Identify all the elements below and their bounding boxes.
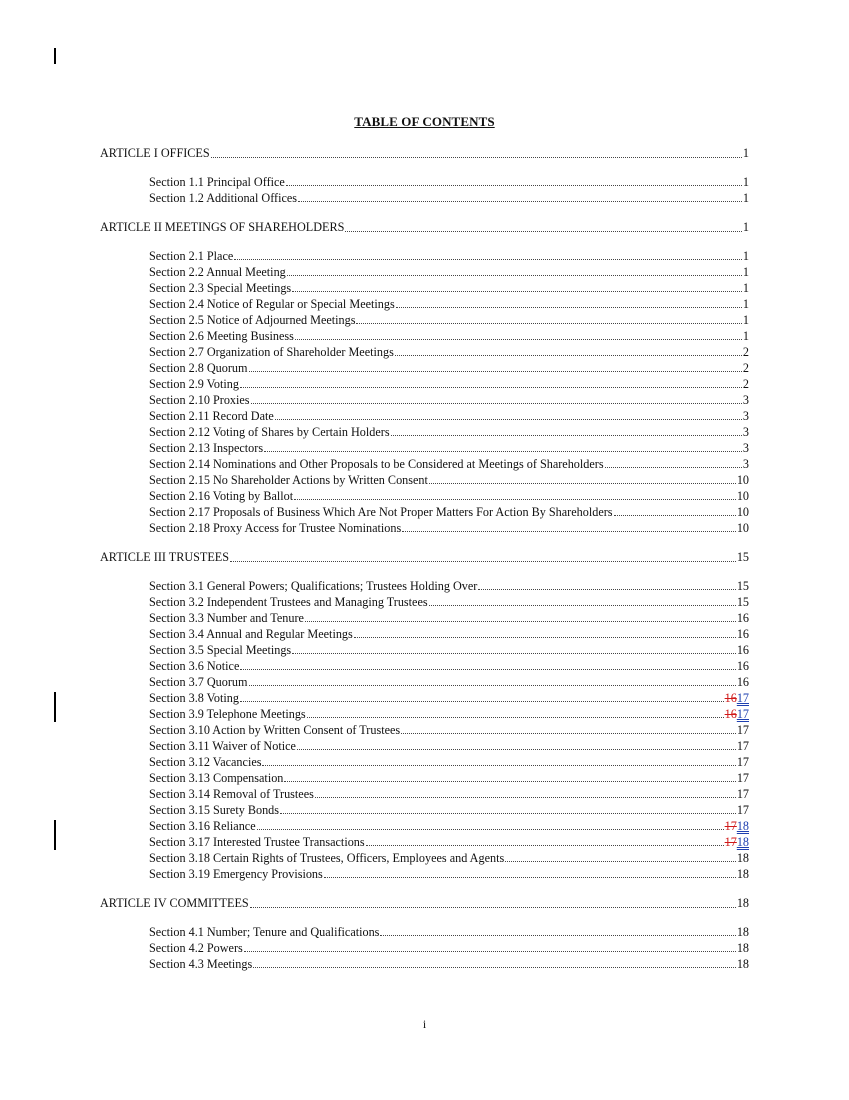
dot-leader [292, 291, 742, 292]
toc-section-entry[interactable] [100, 674, 749, 690]
dot-leader [244, 951, 736, 952]
page-reference: 15 [736, 550, 749, 564]
toc-section-entry-label: Section 2.4 Notice of Regular or Special Meetings [149, 297, 395, 311]
toc-section-entry[interactable] [100, 658, 749, 674]
dot-leader [262, 765, 735, 766]
dot-leader [401, 733, 736, 734]
inserted-page-number: 17 [736, 691, 749, 705]
toc-section-entry-label: Section 3.18 Certain Rights of Trustees, Officers, Employees and Agents [149, 851, 505, 865]
page-reference [725, 690, 749, 706]
dot-leader [251, 403, 742, 404]
toc-article-entry-label: ARTICLE II MEETINGS OF SHAREHOLDERS [100, 220, 345, 234]
toc-section-entry-label: Section 3.14 Removal of Trustees [149, 787, 314, 801]
dot-leader [287, 275, 742, 276]
toc-section-entry-label: Section 2.15 No Shareholder Actions by Written Consent [149, 473, 428, 487]
toc-section-entry-label: Section 2.16 Voting by Ballot [149, 489, 294, 503]
page-reference: 1 [742, 313, 749, 327]
toc-section-entry[interactable] [100, 770, 749, 786]
dot-leader [396, 307, 742, 308]
toc-section-entry[interactable] [100, 328, 749, 344]
toc-section-entry-label: Section 2.7 Organization of Shareholder Meetings [149, 345, 394, 359]
change-bar [54, 820, 56, 850]
toc-section-entry[interactable] [100, 392, 749, 408]
page-reference: 1 [742, 281, 749, 295]
toc-section-entry[interactable] [100, 174, 749, 190]
page-reference: 2 [742, 345, 749, 359]
toc-section-entry[interactable] [100, 610, 749, 626]
toc-section-entry[interactable] [100, 850, 749, 866]
dot-leader [280, 813, 736, 814]
page-reference: 1 [742, 146, 749, 160]
toc-section-entry[interactable] [100, 690, 749, 706]
toc-article-entry-label: ARTICLE III TRUSTEES [100, 550, 230, 564]
dot-leader [284, 781, 735, 782]
toc-section-entry-label: Section 2.10 Proxies [149, 393, 250, 407]
toc-section-entry[interactable] [100, 488, 749, 504]
dot-leader [294, 499, 736, 500]
toc-section-entry[interactable] [100, 264, 749, 280]
toc-section-entry[interactable] [100, 956, 749, 972]
dot-leader [307, 717, 724, 718]
dot-leader [211, 157, 742, 158]
toc-section-entry[interactable] [100, 424, 749, 440]
dot-leader [505, 861, 736, 862]
dot-leader [324, 877, 736, 878]
toc-section-entry[interactable] [100, 834, 749, 850]
toc-section-entry[interactable] [100, 866, 749, 882]
toc-section-entry-label: Section 3.10 Action by Written Consent of Trustees [149, 723, 401, 737]
toc-section-entry-label: Section 2.12 Voting of Shares by Certain Holders [149, 425, 390, 439]
toc-section-entry-label: Section 2.9 Voting [149, 377, 239, 391]
toc-section-entry-label: Section 3.8 Voting [149, 691, 239, 705]
page-reference: 10 [736, 521, 749, 535]
dot-leader [366, 845, 724, 846]
toc-section-entry-label: Section 3.9 Telephone Meetings [149, 707, 306, 721]
dot-leader [295, 339, 742, 340]
toc-section-entry[interactable] [100, 408, 749, 424]
page-reference: 17 [736, 787, 749, 801]
toc-section-entry[interactable] [100, 706, 749, 722]
toc-section-entry[interactable] [100, 754, 749, 770]
toc-section-entry-label: Section 3.17 Interested Trustee Transactions [149, 835, 365, 849]
page-reference: 10 [736, 505, 749, 519]
toc-section-entry[interactable] [100, 456, 749, 472]
toc-section-entry[interactable] [100, 924, 749, 940]
toc-section-entry-label: Section 2.14 Nominations and Other Proposals to be Considered at Meetings of Shareholders [149, 457, 604, 471]
page-reference: 17 [736, 771, 749, 785]
toc-section-entry-label: Section 4.2 Powers [149, 941, 243, 955]
toc-section-entry[interactable] [100, 642, 749, 658]
dot-leader [391, 435, 742, 436]
dot-leader [345, 231, 742, 232]
page-reference: 1 [742, 249, 749, 263]
toc-section-entry[interactable] [100, 802, 749, 818]
toc-section-entry-label: Section 2.2 Annual Meeting [149, 265, 286, 279]
toc-section-entry[interactable] [100, 940, 749, 956]
toc-section-entry[interactable] [100, 312, 749, 328]
toc-section-entry-label: Section 2.8 Quorum [149, 361, 248, 375]
page-reference: 16 [736, 611, 749, 625]
dot-leader [250, 907, 736, 908]
page-reference: 10 [736, 489, 749, 503]
page-reference: 2 [742, 377, 749, 391]
toc-article-entry-label: ARTICLE I OFFICES [100, 146, 210, 160]
dot-leader [240, 669, 735, 670]
toc-section-entry[interactable] [100, 248, 749, 264]
toc-section-entry-label: Section 1.1 Principal Office [149, 175, 285, 189]
toc-section-entry-label: Section 3.13 Compensation [149, 771, 284, 785]
toc-section-entry[interactable] [100, 440, 749, 456]
dot-leader [614, 515, 736, 516]
dot-leader [249, 685, 736, 686]
dot-leader [230, 561, 736, 562]
page-reference: 15 [736, 579, 749, 593]
change-bar [54, 692, 56, 722]
toc-section-entry-label: Section 2.17 Proposals of Business Which Are Not Proper Matters For Action By Shareholders [149, 505, 613, 519]
toc-section-entry-label: Section 4.1 Number; Tenure and Qualifications [149, 925, 380, 939]
dot-leader [315, 797, 736, 798]
dot-leader [354, 637, 736, 638]
toc-section-entry-label: Section 3.15 Surety Bonds [149, 803, 279, 817]
page-reference [725, 706, 749, 722]
page-reference: 16 [736, 627, 749, 641]
toc-section-entry-label: Section 2.18 Proxy Access for Trustee Nominations [149, 521, 402, 535]
table-of-contents [100, 144, 749, 972]
toc-section-entry[interactable] [100, 280, 749, 296]
toc-section-entry-label: Section 2.13 Inspectors [149, 441, 264, 455]
dot-leader [605, 467, 742, 468]
toc-section-entry[interactable] [100, 472, 749, 488]
toc-article-entry[interactable] [100, 218, 749, 236]
dot-leader [297, 749, 736, 750]
page-reference: 18 [736, 851, 749, 865]
toc-section-entry[interactable] [100, 504, 749, 520]
toc-section-entry-label: Section 3.5 Special Meetings [149, 643, 292, 657]
page-reference: 18 [736, 957, 749, 971]
toc-section-entry-label: Section 3.1 General Powers; Qualifications; Trustees Holding Over [149, 579, 478, 593]
page-reference: 3 [742, 441, 749, 455]
page-reference: 2 [742, 361, 749, 375]
toc-section-entry[interactable] [100, 594, 749, 610]
toc-section-entry-label: Section 3.2 Independent Trustees and Managing Trustees [149, 595, 428, 609]
page-reference: 17 [736, 723, 749, 737]
toc-section-entry[interactable] [100, 296, 749, 312]
toc-section-entry[interactable] [100, 738, 749, 754]
toc-article-entry[interactable] [100, 548, 749, 566]
page-reference: 16 [736, 643, 749, 657]
toc-title: TABLE OF CONTENTS [354, 114, 495, 129]
toc-section-entry-label: Section 3.6 Notice [149, 659, 240, 673]
page-reference: 1 [742, 329, 749, 343]
page-reference: 3 [742, 457, 749, 471]
dot-leader [429, 605, 736, 606]
toc-section-entry-label: Section 3.4 Annual and Regular Meetings [149, 627, 353, 641]
page-reference [725, 818, 749, 834]
toc-section-entry-label: Section 3.11 Waiver of Notice [149, 739, 296, 753]
dot-leader [305, 621, 736, 622]
toc-section-entry-label: Section 4.3 Meetings [149, 957, 253, 971]
page-reference: 17 [736, 755, 749, 769]
toc-section-entry[interactable] [100, 344, 749, 360]
page-reference: 1 [742, 175, 749, 189]
page-reference: 18 [736, 925, 749, 939]
page-reference: 16 [736, 675, 749, 689]
toc-section-entry-label: Section 2.3 Special Meetings [149, 281, 292, 295]
page-reference: 10 [736, 473, 749, 487]
toc-section-entry[interactable] [100, 786, 749, 802]
toc-section-entry-label: Section 3.12 Vacancies [149, 755, 262, 769]
page-reference: 1 [742, 220, 749, 234]
page-reference: 3 [742, 409, 749, 423]
deleted-page-number: 17 [724, 819, 737, 833]
dot-leader [234, 259, 742, 260]
dot-leader [402, 531, 736, 532]
toc-section-entry-label: Section 2.11 Record Date [149, 409, 274, 423]
dot-leader [298, 201, 742, 202]
toc-section-entry-label: Section 3.16 Reliance [149, 819, 256, 833]
page-reference: 16 [736, 659, 749, 673]
dot-leader [240, 701, 724, 702]
dot-leader [429, 483, 736, 484]
page-reference: 1 [742, 265, 749, 279]
toc-section-entry[interactable] [100, 626, 749, 642]
page-reference: 1 [742, 297, 749, 311]
deleted-page-number: 16 [724, 707, 737, 721]
toc-section-entry[interactable] [100, 520, 749, 536]
change-bar [54, 48, 56, 64]
toc-section-entry[interactable] [100, 578, 749, 594]
toc-section-entry-label: Section 3.3 Number and Tenure [149, 611, 304, 625]
page-reference: 3 [742, 425, 749, 439]
inserted-page-number: 18 [736, 819, 749, 833]
page-reference [725, 834, 749, 850]
page-reference: 17 [736, 803, 749, 817]
toc-article-entry-label: ARTICLE IV COMMITTEES [100, 896, 249, 910]
dot-leader [275, 419, 742, 420]
page-reference: 1 [742, 191, 749, 205]
dot-leader [264, 451, 742, 452]
page-reference: 18 [736, 896, 749, 910]
dot-leader [395, 355, 742, 356]
dot-leader [380, 935, 735, 936]
dot-leader [257, 829, 724, 830]
toc-section-entry-label: Section 1.2 Additional Offices [149, 191, 298, 205]
dot-leader [240, 387, 742, 388]
dot-leader [249, 371, 742, 372]
dot-leader [286, 185, 742, 186]
toc-article-entry[interactable] [100, 894, 749, 912]
inserted-page-number: 18 [736, 835, 749, 849]
deleted-page-number: 16 [724, 691, 737, 705]
toc-section-entry[interactable] [100, 722, 749, 738]
toc-section-entry-label: Section 2.5 Notice of Adjourned Meetings [149, 313, 356, 327]
inserted-page-number: 17 [736, 707, 749, 721]
toc-section-entry[interactable] [100, 376, 749, 392]
toc-section-entry[interactable] [100, 360, 749, 376]
dot-leader [253, 967, 736, 968]
toc-section-entry-label: Section 2.6 Meeting Business [149, 329, 294, 343]
toc-section-entry[interactable] [100, 190, 749, 206]
page-reference: 18 [736, 867, 749, 881]
page-reference: 3 [742, 393, 749, 407]
toc-section-entry[interactable] [100, 818, 749, 834]
dot-leader [292, 653, 736, 654]
page-reference: 18 [736, 941, 749, 955]
deleted-page-number: 17 [724, 835, 737, 849]
dot-leader [478, 589, 735, 590]
toc-section-entry-label: Section 3.7 Quorum [149, 675, 248, 689]
page-number-footer: i [422, 1017, 427, 1031]
toc-article-entry[interactable] [100, 144, 749, 162]
toc-section-entry-label: Section 2.1 Place [149, 249, 234, 263]
page-reference: 15 [736, 595, 749, 609]
toc-section-entry-label: Section 3.19 Emergency Provisions [149, 867, 323, 881]
page-reference: 17 [736, 739, 749, 753]
dot-leader [356, 323, 741, 324]
